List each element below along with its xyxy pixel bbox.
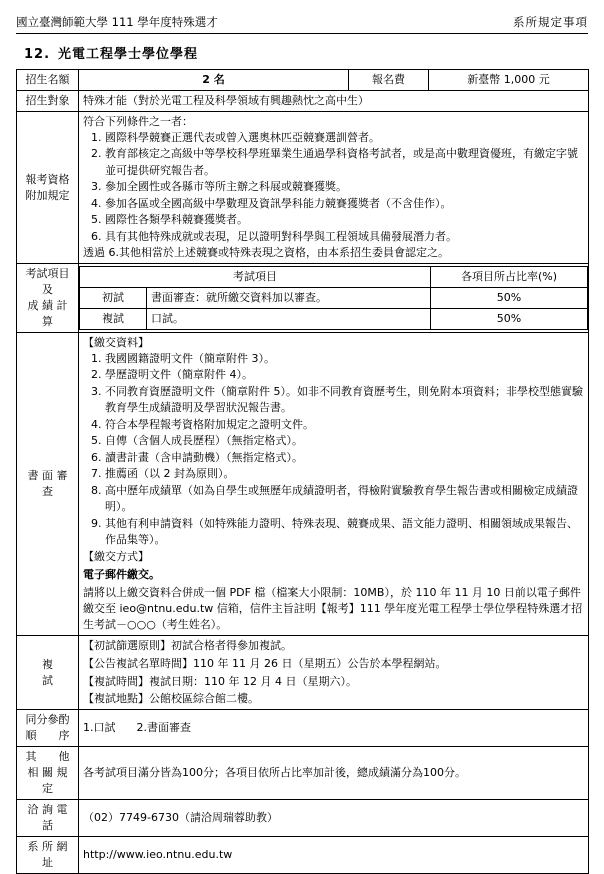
list-item: 4. 參加各區或全國高級中學數理及資訊學科能力競賽獲獎者（不含佳作）。 — [105, 196, 584, 213]
table-row — [17, 70, 589, 91]
document-review-label: 書 面 審 查 — [17, 333, 79, 636]
tiebreak-content — [79, 710, 589, 747]
other-rules-value: 各考試項目滿分皆為100分；各項目依所占比率加計後，總成績滿分為100分。 — [79, 747, 589, 800]
exam-header-item: 考試項目 — [80, 267, 431, 288]
tiebreak-label-line2: 順 序 — [25, 729, 70, 743]
table-row — [17, 836, 589, 873]
other-rules-label-line2: 相 關 規 定 — [27, 766, 68, 796]
list-item: 5. 國際性各類學科競賽獲獎者。 — [105, 212, 584, 229]
other-rules-label — [17, 747, 79, 800]
list-item: 3. 參加全國性或各縣市等所主辦之科展或競賽獲獎。 — [105, 179, 584, 196]
program-info-table — [16, 69, 589, 874]
exam-table — [79, 266, 588, 330]
exam-label — [17, 264, 79, 333]
title-text: 光電工程學士學位學程 — [58, 47, 199, 62]
header-right-text: 系所規定事項 — [513, 15, 588, 29]
list-item: 2. 學歷證明文件（簡章附件 4）。 — [105, 367, 584, 384]
tiebreak-label-line1: 同分參酌 — [25, 713, 70, 727]
retest-line: 【複試時間】複試日期：110 年 12 月 4 日（星期六）。 — [83, 674, 357, 688]
table-row — [17, 635, 589, 710]
table-row — [17, 710, 589, 747]
table-row — [17, 111, 589, 263]
qualification-label — [17, 111, 79, 263]
list-item: 6. 具有其他特殊成就或表現，足以證明對科學與工程領域具備發展潛力者。 — [105, 229, 584, 246]
exam-stage: 複試 — [80, 309, 147, 330]
retest-content — [79, 635, 589, 710]
website-label: 系 所 網 址 — [17, 836, 79, 873]
qualification-label-line2: 附加規定 — [25, 188, 70, 202]
phone-value: （02）7749-6730（請洽周瑞蓉助教） — [79, 800, 589, 837]
website-value[interactable]: http://www.ieo.ntnu.edu.tw — [79, 836, 589, 873]
target-label: 招生對象 — [17, 90, 79, 111]
list-item: 3. 不同教育資歷證明文件（簡章附件 5）。如非不同教育資歷考生，則免附本項資料；非學校型態實驗教育學生成績證明及學習狀況報告書。 — [105, 384, 584, 417]
quota-label: 招生名額 — [17, 70, 79, 91]
retest-label — [17, 635, 79, 710]
title-number: 12. — [24, 47, 51, 62]
qualification-note: 透過 6.其他相當於上述競賽或特殊表現之資格，由本系招生委員會認定之。 — [83, 246, 449, 260]
target-value: 特殊才能（對於光電工程及科學領域有興趣熱忱之高中生） — [79, 90, 589, 111]
document-review-content — [79, 333, 589, 636]
exam-item: 口試。 — [147, 309, 431, 330]
table-row — [17, 747, 589, 800]
list-item: 2. 教育部核定之高級中等學校科學班畢業生通過學科資格考試者，或是高中數理資優班，有繳定字號並可提供研究報告者。 — [105, 146, 584, 179]
table-row — [80, 309, 588, 330]
table-row — [17, 333, 589, 636]
page-header — [16, 14, 588, 32]
phone-label: 洽 詢 電 話 — [17, 800, 79, 837]
tiebreak-first: 1.口試 — [83, 721, 116, 735]
list-item: 9. 其他有利申請資料（如特殊能力證明、特殊表現、競賽成果、語文能力證明、相關領域成果報告、作品集等）。 — [105, 516, 584, 549]
other-rules-label-line1: 其 他 — [25, 750, 70, 764]
retest-line: 【公告複試名單時間】110 年 11 月 26 日（星期五）公告於本學程網站。 — [83, 656, 447, 670]
qualification-list — [83, 130, 584, 246]
quota-value: 2 名 — [79, 70, 349, 91]
review-docs-heading: 【繳交資料】 — [83, 336, 149, 349]
review-docs-list — [83, 351, 584, 549]
qualification-intro: 符合下列條件之一者： — [83, 114, 193, 128]
exam-label-line1: 考試項目及 — [25, 267, 70, 297]
qualification-label-line1: 報考資格 — [25, 172, 70, 186]
table-row — [80, 288, 588, 309]
list-item: 4. 符合本學程報考資格附加規定之證明文件。 — [105, 417, 584, 434]
retest-line: 【初試篩選原則】初試合格者得參加複試。 — [83, 638, 292, 652]
table-row — [17, 90, 589, 111]
list-item: 1. 國際科學競賽正選代表或曾入選奧林匹亞競賽選訓營者。 — [105, 130, 584, 147]
exam-content — [79, 264, 589, 333]
exam-stage: 初試 — [80, 288, 147, 309]
retest-line: 【複試地點】公館校區綜合館二樓。 — [83, 692, 259, 706]
header-divider — [16, 33, 588, 34]
list-item: 1. 我國國籍證明文件（簡章附件 3）。 — [105, 351, 584, 368]
fee-value: 新臺幣 1,000 元 — [429, 70, 589, 91]
exam-table-header — [80, 267, 588, 288]
tiebreak-second: 2.書面審查 — [136, 721, 191, 735]
retest-label-line1: 複 — [42, 657, 59, 671]
review-method-text: 請將以上繳交資料合併成一個 PDF 檔（檔案大小限制：10MB），於 110 年 11 月 10 日前以電子郵件繳交至 ieo@ntnu.edu.tw 信箱，信件主旨註明【報考】111 學年度光電工程學士學位學程特殊選才招生考試－○○○（考生姓名）。 — [83, 585, 583, 631]
review-method-heading: 【繳交方式】 — [83, 549, 149, 563]
list-item: 8. 高中歷年成績單（如為自學生或無歷年成績證明者，得檢附實驗教育學生報告書或相關檢定成績證明）。 — [105, 483, 584, 516]
exam-label-line2: 成 績 計 算 — [27, 299, 68, 329]
page-title — [24, 43, 588, 62]
exam-percent: 50% — [431, 288, 588, 309]
exam-header-percent: 各項目所占比率(%) — [431, 267, 588, 288]
tiebreak-label — [17, 710, 79, 747]
header-left-text: 國立臺灣師範大學 111 學年度特殊選才 — [16, 15, 218, 29]
table-row — [17, 800, 589, 837]
retest-label-line2: 試 — [42, 673, 59, 687]
list-item: 7. 推薦函（以 2 封為原則）。 — [105, 466, 584, 483]
exam-item: 書面審查：就所繳交資料加以審查。 — [147, 288, 431, 309]
exam-percent: 50% — [431, 309, 588, 330]
qualification-content — [79, 111, 589, 263]
review-method-bold: 電子郵件繳交。 — [83, 567, 160, 581]
list-item: 5. 自傳（含個人成長歷程）（無指定格式）。 — [105, 433, 584, 450]
fee-label: 報名費 — [349, 70, 429, 91]
list-item: 6. 讀書計畫（含申請動機）（無指定格式）。 — [105, 450, 584, 467]
table-row — [17, 264, 589, 333]
